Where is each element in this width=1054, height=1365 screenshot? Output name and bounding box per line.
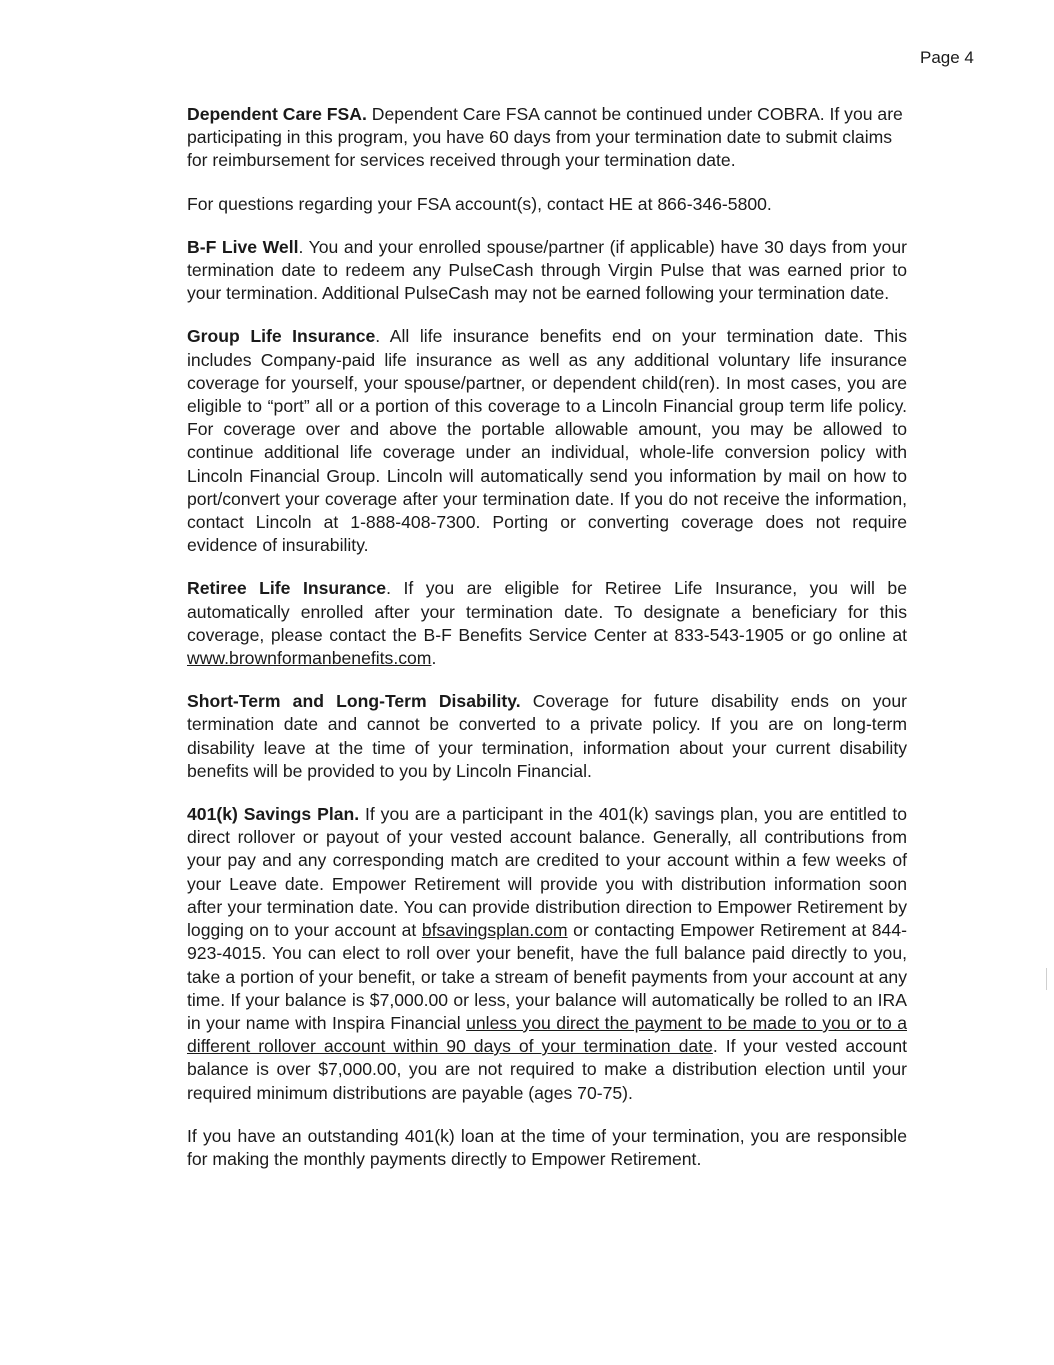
heading-dependent-care-fsa: Dependent Care FSA. (187, 104, 367, 124)
link-brownformanbenefits[interactable]: www.brownformanbenefits.com (187, 648, 432, 669)
text-bf-live-well: . You and your enrolled spouse/partner (if applicable) have 30 days from your termination date to redeem any PulseCash through Virgin Pulse that was earned prior to your termination. Additional PulseCash may not be earned following your termination date. (187, 236, 907, 304)
section-dependent-care-fsa (187, 103, 907, 173)
section-group-life-insurance (187, 325, 907, 557)
text-retiree-life-end: . (431, 648, 437, 669)
section-401k-savings-plan (187, 803, 907, 1105)
heading-401k-savings-plan: 401(k) Savings Plan. (187, 804, 360, 825)
text-disability: Coverage for future disability ends on your termination date and cannot be converted to a private policy. If you are on long-term disability leave at the time of your termination, information about your current disability benefits will be provided to you by Lincoln Financial. (187, 691, 907, 781)
link-bfsavingsplan[interactable]: bfsavingsplan.com (421, 920, 568, 941)
text-retiree-life-insurance: . If you are eligible for Retiree Life Insurance, you will be automatically enrolled after your termination date. To designate a beneficiary for this coverage, please contact the B-F Benefits Service Center at 833-543-1905 or go online at (187, 578, 907, 645)
section-401k-loan (187, 1125, 907, 1171)
heading-retiree-life-insurance: Retiree Life Insurance (187, 578, 387, 599)
text-401k-underlined-notice: unless you direct the payment to be made to you or to a different rollover account within 90 days of your termination date (187, 1012, 908, 1057)
text-401k-part2: or contacting Empower Retirement at 844-923-4015. You can elect to roll over your benefit, have the full balance paid directly to you, take a portion of your benefit, or take a stream of benefit payments from your account at any time. If your balance is $7,000.00 or less, your balance will automatically be rolled to an IRA in your name with Inspira Financial (187, 920, 907, 1033)
section-bf-live-well (187, 236, 907, 306)
heading-disability: Short-Term and Long-Term Disability. (187, 691, 521, 712)
text-401k-part1: If you are a participant in the 401(k) savings plan, you are entitled to direct rollover or payout of your vested account balance. Generally, all contributions from your pay and any corresponding match are credited to your account within a few weeks of your Leave date. Empower Retirement will provide you with distribution information soon after your termination date. You can provide distribution direction to Empower Retirement by logging on to your account at (187, 804, 907, 941)
section-fsa-questions (187, 193, 907, 216)
section-retiree-life-insurance (187, 577, 907, 670)
heading-bf-live-well: B-F Live Well (187, 236, 299, 257)
heading-group-life-insurance: Group Life Insurance (187, 326, 376, 347)
scan-margin-mark (1046, 968, 1047, 990)
page-number: Page 4 (920, 48, 974, 67)
text-fsa-questions: For questions regarding your FSA account(s), contact HE at 866-346-5800. (187, 193, 772, 214)
text-401k-part3: . If your vested account balance is over $7,000.00, you are not required to make a distribution election until your required minimum distributions are payable (ages 70-75). (187, 1036, 907, 1103)
text-dependent-care-fsa: Dependent Care FSA cannot be continued under COBRA. If you are participating in this program, you have 60 days from your termination date to submit claims for reimbursement for services received through your termination date. (187, 104, 903, 171)
document-body (187, 103, 907, 1191)
text-group-life-insurance: . All life insurance benefits end on your termination date. This includes Company-paid life insurance as well as any additional voluntary life insurance coverage for yourself, your spouse/partner, or dependent child(ren). In most cases, you are eligible to “port” all or a portion of this coverage to a Lincoln Financial group term life policy. For coverage over and above the portable allowable amount, you may be allowed to continue additional life coverage under an individual, whole-life conversion policy with Lincoln Financial Group. Lincoln will automatically send you information by mail on how to port/convert your coverage after your termination date. If you do not receive the information, contact Lincoln at 1-888-408-7300. Porting or converting coverage does not require evidence of insurability. (187, 326, 907, 556)
text-401k-loan: If you have an outstanding 401(k) loan at the time of your termination, you are responsible for making the monthly payments directly to Empower Retirement. (187, 1125, 907, 1169)
section-disability (187, 690, 907, 783)
